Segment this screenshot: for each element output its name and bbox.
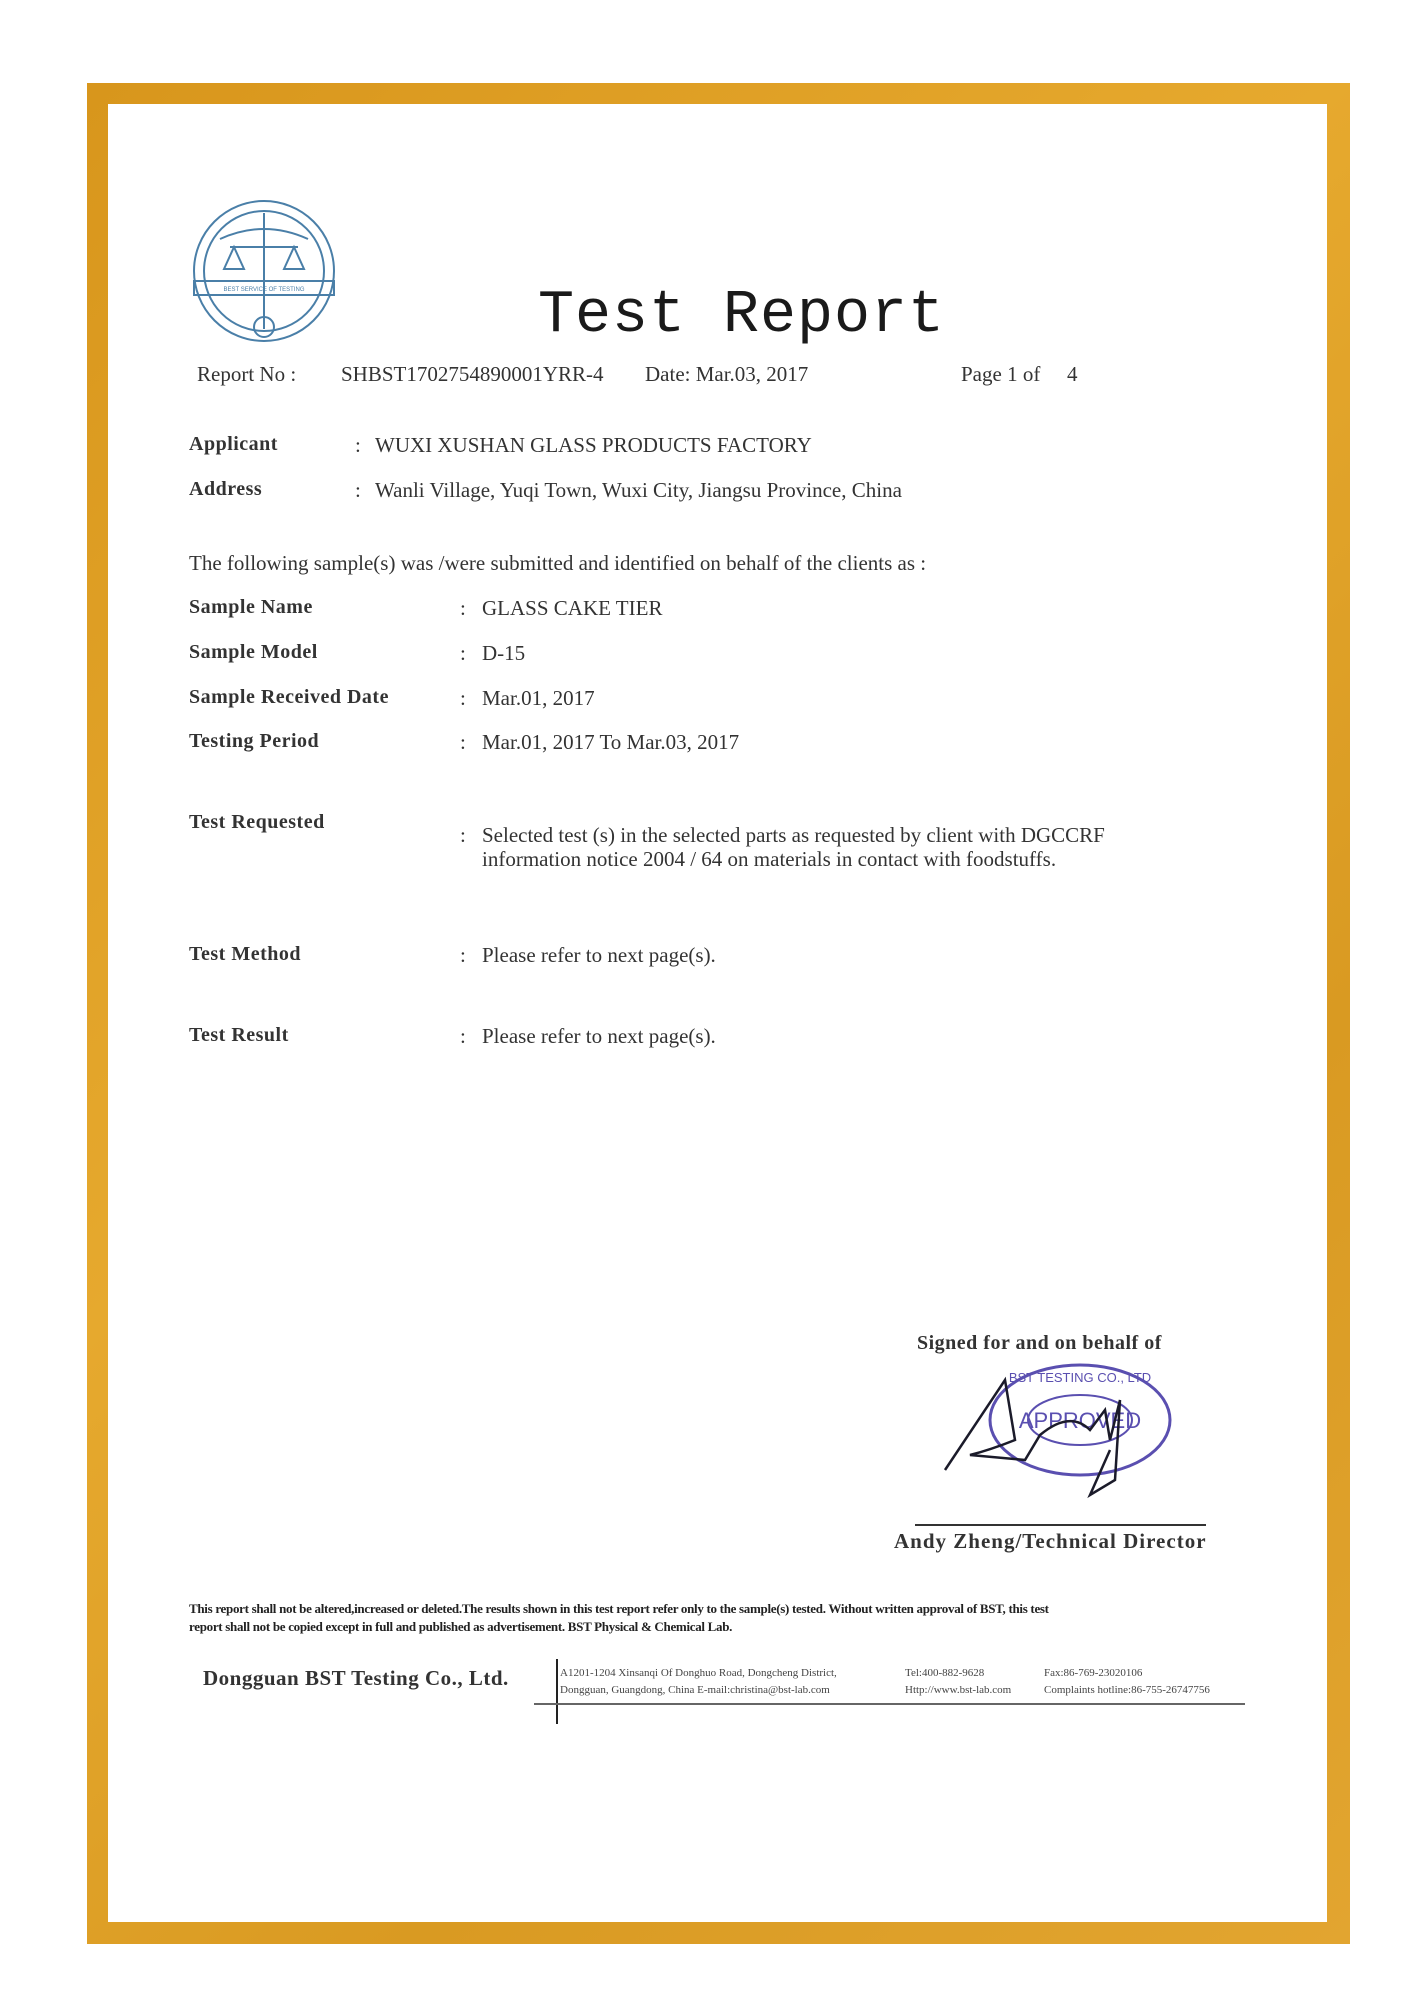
footer-tel: Tel:400-882-9628 [905, 1667, 985, 1679]
page-label: Page 1 of [961, 362, 1041, 386]
field-label: Sample Model [189, 641, 318, 663]
svg-text:APPROVED: APPROVED [1018, 1408, 1142, 1433]
field-value: Please refer to next page(s). [482, 1024, 716, 1048]
footer-website: Http://www.bst-lab.com [905, 1684, 1012, 1696]
footer-address-2: Dongguan, Guangdong, China E-mail:christina@bst-lab.com [560, 1684, 830, 1696]
field-label: Test Method [189, 943, 301, 965]
intro-text: The following sample(s) was /were submitted and identified on behalf of the clients as : [189, 551, 927, 575]
colon: : [460, 943, 466, 967]
footer-address-1: A1201-1204 Xinsanqi Of Donghuo Road, Dongcheng District, [560, 1667, 837, 1679]
colon: : [460, 596, 466, 620]
field-label: Test Result [189, 1024, 289, 1046]
field-value: GLASS CAKE TIER [482, 596, 663, 620]
footer-hotline: Complaints hotline:86-755-26747756 [1044, 1684, 1210, 1696]
signatory-name: Andy Zheng/Technical Director [894, 1529, 1207, 1553]
field-label: Sample Received Date [189, 686, 389, 708]
company-name: Dongguan BST Testing Co., Ltd. [203, 1666, 509, 1690]
field-value: Mar.01, 2017 To Mar.03, 2017 [482, 730, 740, 754]
disclaimer-line-2: report shall not be copied except in full and published as advertisement. BST Physical & Chemical Lab. [189, 1619, 733, 1634]
field-value: Please refer to next page(s). [482, 943, 716, 967]
applicant-value: WUXI XUSHAN GLASS PRODUCTS FACTORY [375, 433, 812, 457]
colon: : [460, 823, 466, 847]
colon: : [355, 433, 361, 457]
approved-stamp-signature [930, 1350, 1180, 1510]
report-no: SHBST1702754890001YRR-4 [341, 362, 604, 386]
disclaimer-line-1: This report shall not be altered,increased or deleted.The results shown in this test report refer only to the sample(s) tested. Without written approval of BST, this test [189, 1601, 1049, 1616]
address-label: Address [189, 478, 263, 500]
colon: : [355, 478, 361, 502]
svg-text:BEST SERVICE OF TESTING: BEST SERVICE OF TESTING [223, 287, 305, 293]
footer-fax: Fax:86-769-23020106 [1044, 1667, 1143, 1679]
page-total: 4 [1067, 362, 1078, 386]
field-value: D-15 [482, 641, 526, 665]
colon: : [460, 1024, 466, 1048]
colon: : [460, 730, 466, 754]
address-value: Wanli Village, Yuqi Town, Wuxi City, Jiangsu Province, China [375, 478, 902, 502]
bst-seal-logo [190, 199, 338, 347]
signed-for-label: Signed for and on behalf of [917, 1332, 1162, 1354]
field-label: Sample Name [189, 596, 313, 618]
footer-underline [534, 1703, 1245, 1705]
report-no-label: Report No : [197, 362, 297, 386]
field-value-cont: information notice 2004 / 64 on materials in contact with foodstuffs. [482, 847, 1057, 871]
applicant-label: Applicant [189, 433, 278, 455]
report-date: Date: Mar.03, 2017 [645, 362, 809, 386]
signature-line [915, 1524, 1206, 1526]
footer-divider [556, 1659, 558, 1724]
page-title: Test Report [538, 282, 946, 350]
field-label: Testing Period [189, 730, 320, 752]
field-value: Selected test (s) in the selected parts as requested by client with DGCCRF [482, 823, 1105, 847]
svg-text:BST TESTING CO., LTD: BST TESTING CO., LTD [1008, 1370, 1152, 1385]
colon: : [460, 686, 466, 710]
colon: : [460, 641, 466, 665]
field-value: Mar.01, 2017 [482, 686, 595, 710]
field-label: Test Requested [189, 811, 325, 833]
